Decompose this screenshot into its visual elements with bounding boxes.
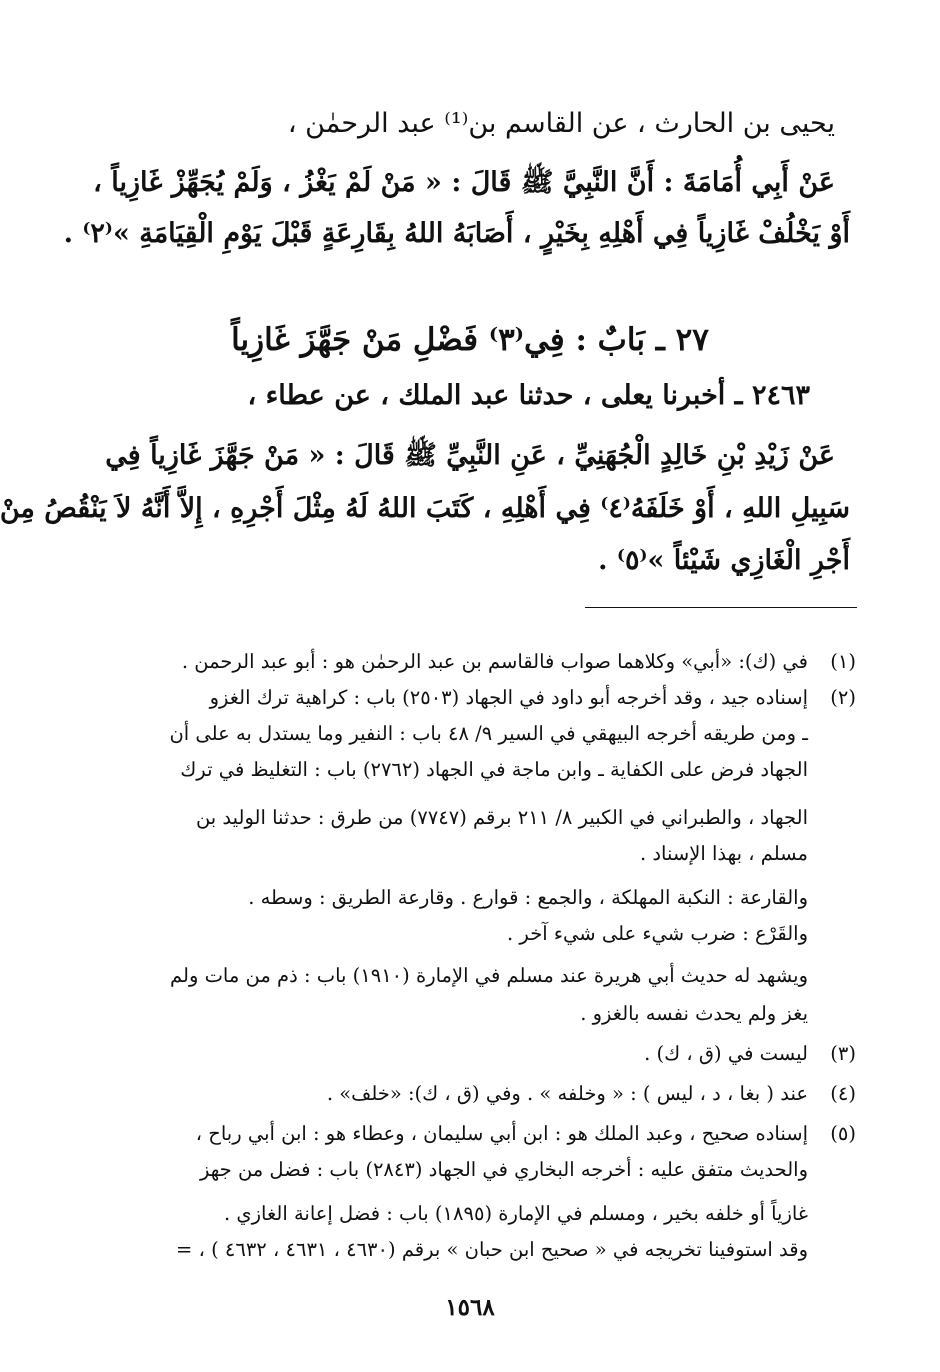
footnote-text-3: ليست في (ق ، ك) . [644, 1042, 808, 1065]
hadith-line-1: عَنْ أَبِي أُمَامَةَ : أَنَّ النَّبِيَّ ﷺ قَالَ : « مَنْ لَمْ يَغْزُ ، وَلَمْ يُجَهِّزْ غَازِياً ، [93, 167, 835, 198]
hadith-2463-line-3: أَجْرِ الْغَازِي شَيْئاً »⁽٥⁾ . [598, 545, 850, 576]
footnote-text-2-line-7: والقَرْع : ضرب شيء على شيء آخر . [507, 922, 808, 945]
hadith-line-2: أَوْ يَخْلُفْ غَازِياً فِي أَهْلِهِ بِخَيْرٍ ، أَصَابَهُ اللهُ بِقَارِعَةٍ قَبْلَ يَوْمِ الْقِيَامَةِ »⁽٢⁾ . [63, 218, 850, 249]
footnote-text-5-line-4: وقد استوفينا تخريجه في « صحيح ابن حبان » برقم (٤٦٣٠ ، ٤٦٣١ ، ٤٦٣٢ ) ، = [176, 1238, 808, 1261]
footnote-text-2-line-5: مسلم ، بهذا الإسناد . [639, 842, 808, 865]
chapter-heading: ٢٧ ـ بَابٌ : فِي⁽٣⁾ فَضْلِ مَنْ جَهَّزَ غَازِياً [231, 322, 709, 358]
isnad-line: ٢٤٦٣ ـ أخبرنا يعلى ، حدثنا عبد الملك ، عن عطاء ، [247, 380, 810, 411]
footnote-number-5: (٥) [830, 1122, 856, 1145]
footnote-text-5-line-2: والحديث متفق عليه : أخرجه البخاري في الجهاد (٢٨٤٣) باب : فضل من جهز [199, 1158, 808, 1181]
footnote-text-2-line-1: إسناده جيد ، وقد أخرجه أبو داود في الجهاد (٢٥٠٣) باب : كراهية ترك الغزو [209, 686, 808, 709]
footnote-text-2-line-8: ويشهد له حديث أبي هريرة عند مسلم في الإمارة (١٩١٠) باب : ذم من مات ولم [170, 964, 808, 987]
footnote-number-3: (٣) [830, 1042, 856, 1065]
text-line-1: يحيى بن الحارث ، عن القاسم بن⁽¹⁾ عبد الرحمٰن ، [287, 108, 835, 139]
footnote-text-1: في (ك): «أبي» وكلاهما صواب فالقاسم بن عبد الرحمٰن هو : أبو عبد الرحمن . [181, 650, 808, 673]
footnote-text-2-line-2: ـ ومن طريقه أخرجه البيهقي في السير ٩/ ٤٨ باب : النفير وما يستدل به على أن [169, 722, 808, 745]
footnote-text-5-line-1: إسناده صحيح ، وعبد الملك هو : ابن أبي سليمان ، وعطاء هو : ابن أبي رباح ، [195, 1122, 808, 1145]
footnote-text-2-line-9: يغز ولم يحدث نفسه بالغزو . [580, 1002, 808, 1025]
page-number: ١٥٦٨ [445, 1294, 495, 1321]
footnote-text-2-line-4: الجهاد ، والطبراني في الكبير ٨/ ٢١١ برقم (٧٧٤٧) من طرق : حدثنا الوليد بن [195, 806, 808, 829]
footnote-text-5-line-3: غازياً أو خلفه بخير ، ومسلم في الإمارة (١٨٩٥) باب : فضل إعانة الغازي . [223, 1202, 808, 1225]
footnote-number-2: (٢) [830, 686, 856, 709]
footnote-text-2-line-3: الجهاد فرض على الكفاية ـ وابن ماجة في الجهاد (٢٧٦٢) باب : التغليظ في ترك [180, 758, 808, 781]
footnote-text-4: عند ( بغا ، د ، ليس ) : « وخلفه » . وفي (ق ، ك): «خلف» . [326, 1082, 808, 1105]
footnote-number-1: (١) [830, 650, 856, 673]
footnote-text-2-line-6: والقارعة : النكبة المهلكة ، والجمع : قوارع . وقارعة الطريق : وسطه . [248, 886, 808, 909]
hadith-2463-line-1: عَنْ زَيْدِ بْنِ خَالِدٍ الْجُهَنِيِّ ، عَنِ النَّبِيِّ ﷺ قَالَ : « مَنْ جَهَّزَ غَازِياً فِي [105, 440, 835, 471]
footnote-number-4: (٤) [830, 1082, 856, 1105]
footnote-separator [585, 607, 857, 608]
hadith-2463-line-2: سَبِيلِ اللهِ ، أَوْ خَلَفَهُ⁽٤⁾ فِي أَهْلِهِ ، كَتَبَ اللهُ لَهُ مِثْلَ أَجْرِهِ ، إِلاَّ أَنَّهُ لاَ يَنْقُصُ مِنْ [0, 493, 850, 524]
